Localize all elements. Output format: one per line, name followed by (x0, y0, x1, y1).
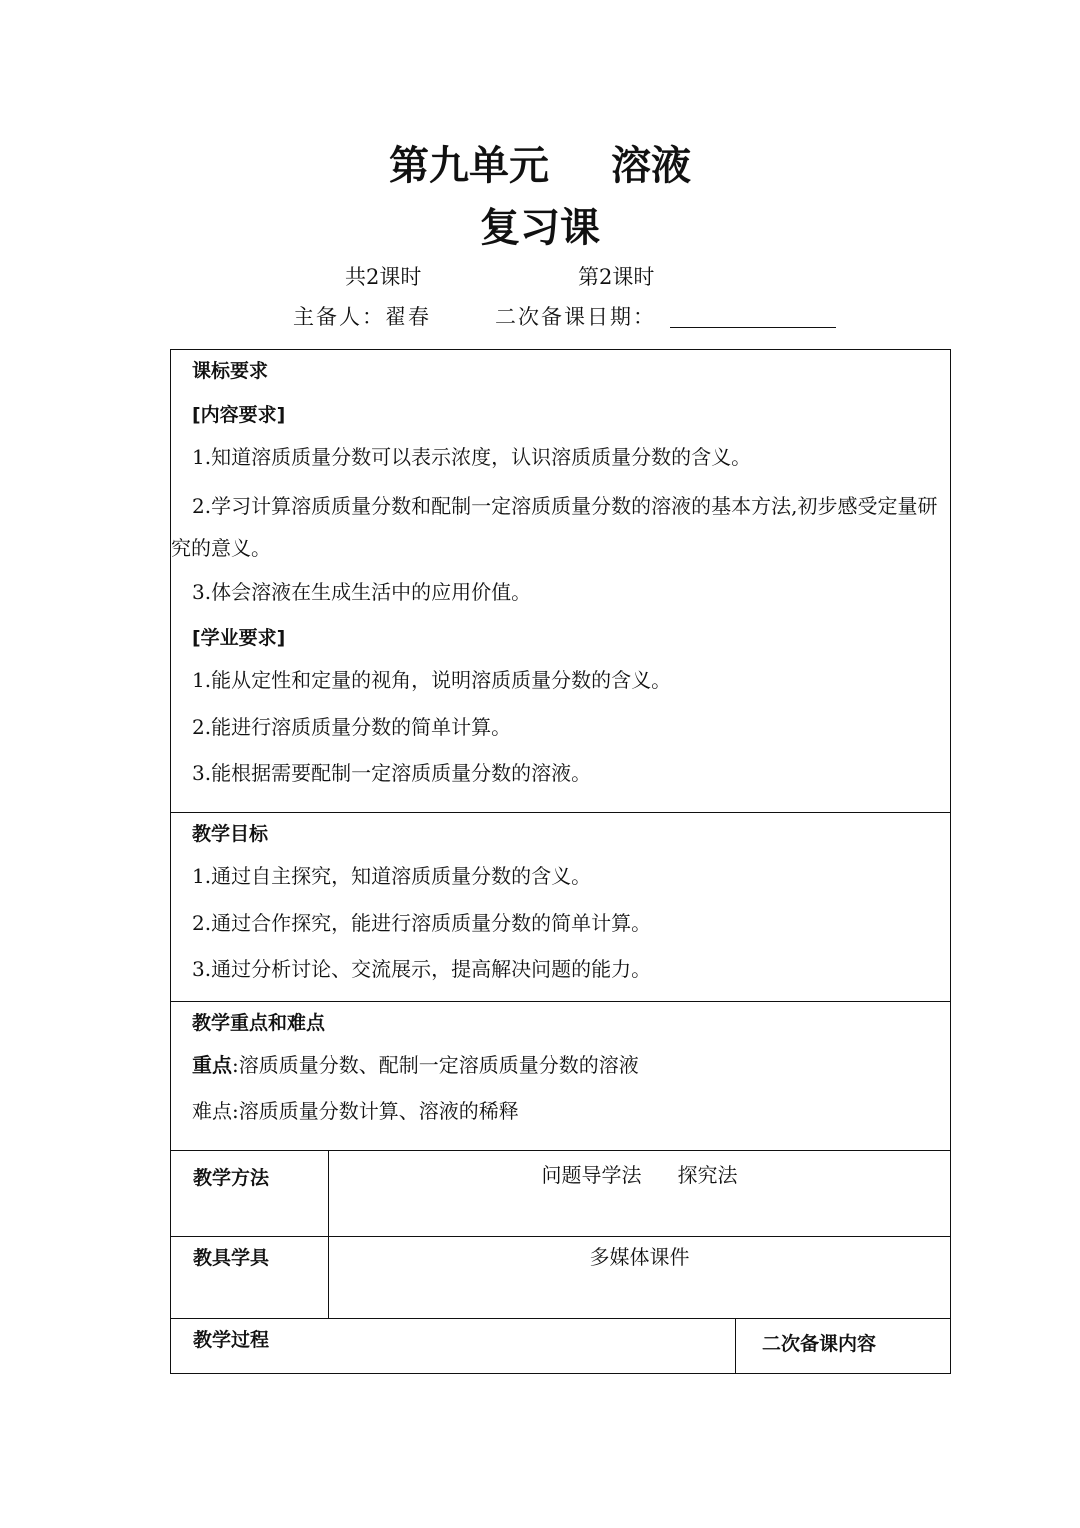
content-req-item: 3.体会溶液在生成生活中的应用价值。 (192, 579, 532, 604)
method-1: 问题导学法 (541, 1162, 642, 1187)
unit-topic: 溶液 (611, 143, 691, 189)
objective-item: 3.通过分析讨论、交流展示，提高解决问题的能力。 (192, 957, 652, 981)
date-blank-line (670, 327, 836, 328)
objectives-row (171, 813, 951, 1002)
academic-req-title: [学业要求] (192, 627, 286, 649)
author-label: 主备人： (293, 305, 385, 329)
process-row (171, 1318, 951, 1373)
methods-value (329, 1151, 950, 1188)
author-name: 翟春 (385, 305, 431, 329)
author-line (293, 302, 431, 332)
curriculum-title: 课标要求 (192, 360, 269, 382)
tools-label: 教具学具 (193, 1246, 270, 1269)
total-hours: 共2课时 (345, 265, 422, 289)
academic-req-item: 2.能进行溶质质量分数的简单计算。 (192, 714, 512, 739)
academic-req-item: 3.能根据需要配制一定溶质质量分数的溶液。 (192, 761, 592, 785)
methods-label: 教学方法 (193, 1166, 270, 1189)
lesson-plan-table (170, 349, 951, 1374)
process-label: 教学过程 (193, 1328, 270, 1351)
tools-value: 多媒体课件 (589, 1244, 690, 1269)
second-prep-label: 二次备课内容 (762, 1332, 877, 1355)
key-points-title: 教学重点和难点 (192, 1011, 326, 1034)
curriculum-row (171, 350, 951, 813)
key-label: 重点 (192, 1052, 232, 1077)
academic-req-item: 1.能从定性和定量的视角，说明溶质质量分数的含义。 (192, 668, 672, 692)
unit-number: 第九单元 (389, 143, 549, 189)
objectives-title: 教学目标 (192, 823, 269, 845)
objective-item: 2.通过合作探究，能进行溶质质量分数的简单计算。 (192, 910, 652, 935)
key-point (171, 1042, 950, 1089)
content-req-title: [内容要求] (192, 404, 286, 426)
difficult-text: :溶质质量分数计算、溶液的稀释 (232, 1099, 519, 1123)
second-prep-date-label: 二次备课日期： (495, 305, 656, 329)
key-points-row (171, 1001, 951, 1150)
objective-item: 1.通过自主探究，知道溶质质量分数的含义。 (192, 864, 592, 888)
method-2: 探究法 (677, 1162, 738, 1187)
tools-row (171, 1236, 951, 1318)
key-text: :溶质质量分数、配制一定溶质质量分数的溶液 (232, 1052, 639, 1077)
unit-title (0, 138, 1080, 194)
difficult-label: 难点 (192, 1099, 232, 1123)
methods-row (171, 1150, 951, 1236)
current-hour: 第2课时 (578, 265, 655, 289)
difficult-point (171, 1088, 950, 1135)
lesson-type: 复习课 (480, 205, 600, 251)
content-req-item: 1.知道溶质质量分数可以表示浓度，认识溶质质量分数的含义。 (192, 445, 752, 469)
content-req-item: 2.学习计算溶质质量分数和配制一定溶质质量分数的溶液的基本方法,初步感受定量研究的意义。 (171, 493, 938, 560)
